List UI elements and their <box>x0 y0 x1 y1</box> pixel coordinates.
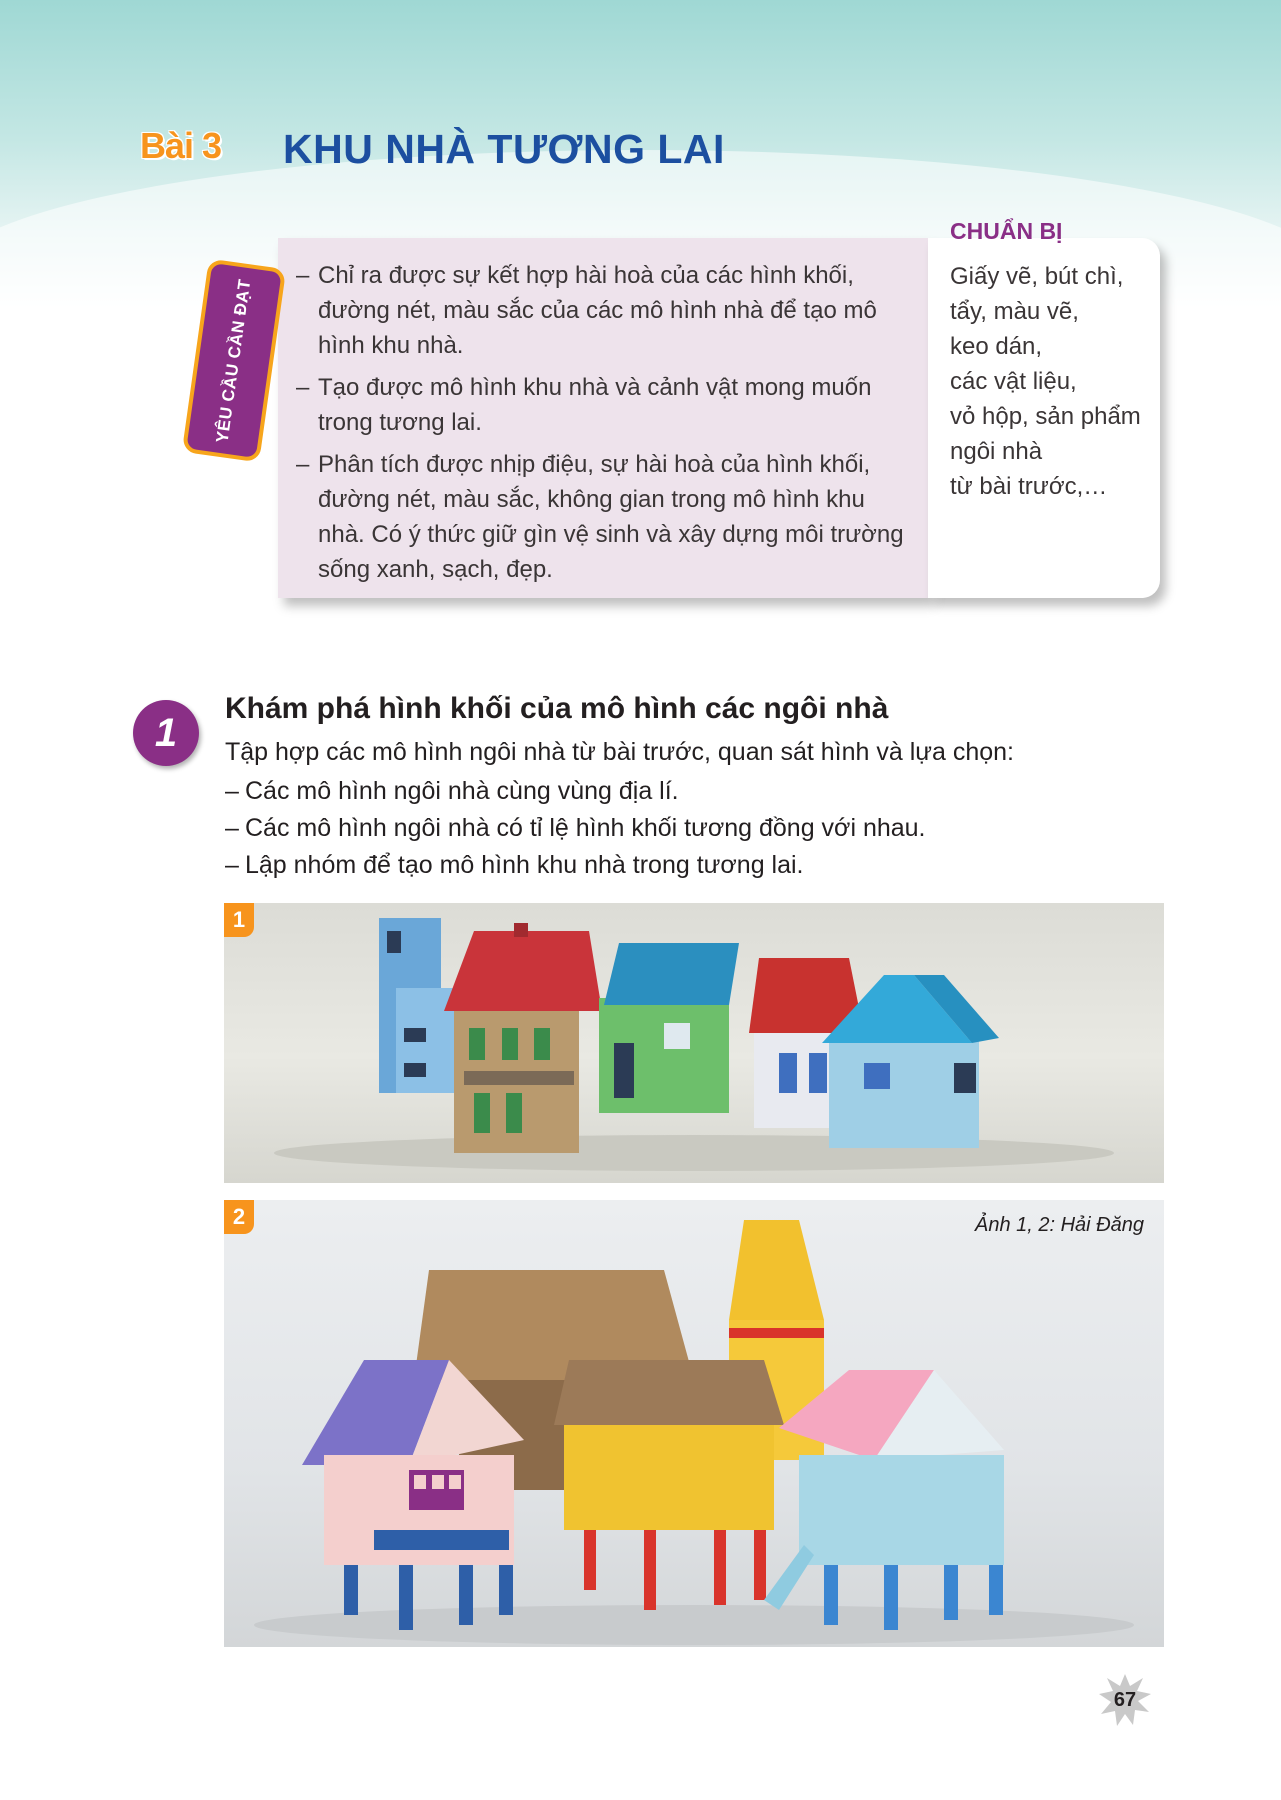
requirement-item: – Chỉ ra được sự kết hợp hài hoà của các hình khối, đường nét, màu sắc của các mô hình nhà để tạo mô hình khu nhà. <box>296 258 916 363</box>
photo-number-badge: 1 <box>224 903 254 937</box>
photo-number-badge: 2 <box>224 1200 254 1234</box>
section-title: Khám phá hình khối của mô hình các ngôi nhà <box>225 692 889 725</box>
section-list-item: – Lập nhóm để tạo mô hình khu nhà trong tương lai. <box>225 847 926 884</box>
section-list-item: – Các mô hình ngôi nhà cùng vùng địa lí. <box>225 773 926 810</box>
house-models-illustration-2 <box>224 1200 1164 1647</box>
section-list <box>225 773 926 884</box>
lesson-title: KHU NHÀ TƯƠNG LAI <box>283 126 725 172</box>
requirement-item: – Tạo được mô hình khu nhà và cảnh vật mong muốn trong tương lai. <box>296 370 916 440</box>
photo-credit: Ảnh 1, 2: Hải Đăng <box>975 1214 1144 1236</box>
photo-house-models-1 <box>224 903 1164 1183</box>
requirements-list <box>296 258 916 594</box>
photo-house-models-2 <box>224 1200 1164 1647</box>
page-number: 67 <box>1113 1689 1137 1711</box>
prepare-title: CHUẨN BỊ <box>950 218 1063 244</box>
requirements-tab-label: YÊU CẦU CẦN ĐẠT <box>212 277 255 444</box>
section-list-item: – Các mô hình ngôi nhà có tỉ lệ hình khối tương đồng với nhau. <box>225 810 926 847</box>
house-models-illustration-1 <box>224 903 1164 1183</box>
lesson-number-label: Bài 3 <box>140 125 222 166</box>
requirement-item: – Phân tích được nhịp điệu, sự hài hoà của hình khối, đường nét, màu sắc, không gian trong mô hình khu nhà. Có ý thức giữ gìn vệ sinh và xây dựng môi trường sống xanh, sạch, đẹp. <box>296 447 916 587</box>
section-intro: Tập hợp các mô hình ngôi nhà từ bài trước, quan sát hình và lựa chọn: <box>225 738 1015 766</box>
section-number-badge: 1 <box>133 700 199 766</box>
page-number-badge <box>1095 1670 1155 1730</box>
prepare-text: Giấy vẽ, bút chì, tẩy, màu vẽ, keo dán, các vật liệu, vỏ hộp, sản phẩm ngôi nhà từ bài trước,… <box>950 263 1141 500</box>
